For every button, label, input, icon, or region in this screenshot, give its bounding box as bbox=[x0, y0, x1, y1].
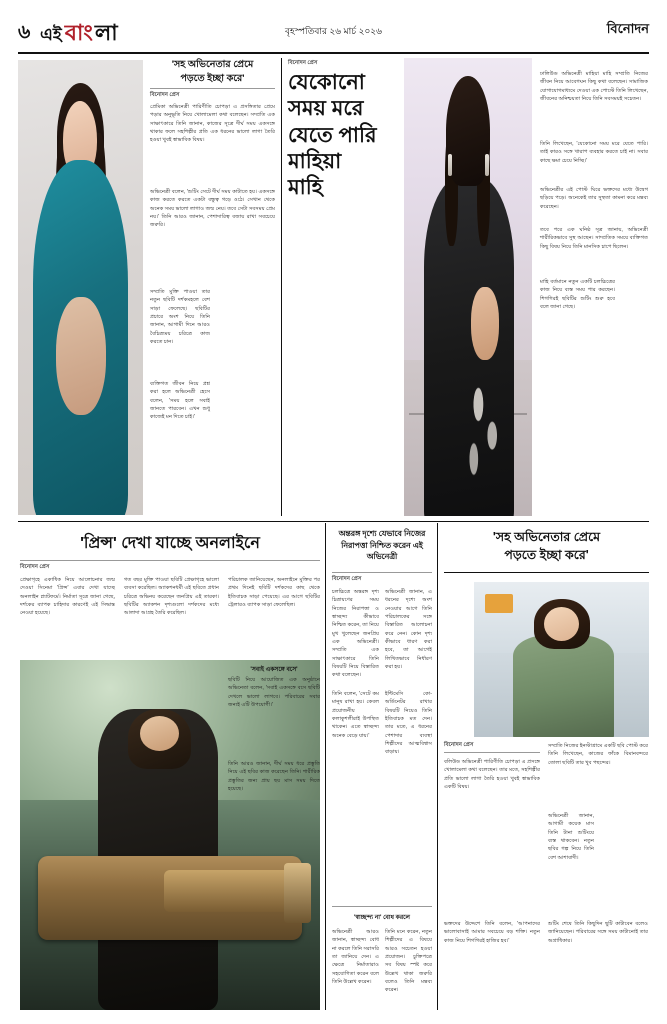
story2-sidebar-3: অভিনেত্রীর এই পোস্ট ঘিরে ভক্তদের মধ্যে উদ্বেগ ছড়িয়ে পড়ে। অনেকেই তার সুস্থতা কামনা করে মন্তব্য করেছেন। bbox=[540, 187, 648, 210]
actress-teal-photo bbox=[18, 60, 143, 515]
story5-byline: বিনোদন প্রেস bbox=[444, 742, 474, 748]
story4-sub-para-2: তিনি মনে করেন, নতুন শিল্পীদের এ বিষয়ে আরও সচেতন হওয়া প্রয়োজন। চুক্তিপত্রে সব বিষয় স্পষ্ট করে উল্লেখ থাকা জরুরি বলেও তিনি মন্তব্য করেন। bbox=[385, 929, 432, 994]
story5-para-2: সম্প্রতি নিজের ইনস্টাগ্রামে একটি ছবি পোস্ট করে তিনি লিখেছেন, কাজের ফাঁকে বিমানবন্দরে তোলা ছবিটি তার খুব পছন্দের। bbox=[548, 743, 648, 766]
logo-part-2: বাং bbox=[64, 20, 92, 45]
story5-para-4: ভক্তদের উদ্দেশে তিনি বলেন, 'আপনাদের ভালোবাসাই আমার সবচেয়ে বড় শক্তি। নতুন কাজ নিয়ে শিগগিরই হাজির হব।' bbox=[444, 921, 540, 944]
masthead bbox=[18, 18, 649, 54]
page-number: ৬ bbox=[18, 22, 31, 43]
story4-para-1: চলচ্চিত্রে অন্তরঙ্গ দৃশ্য চিত্রায়ণের সময় নিজের নিরাপত্তা ও স্বাচ্ছন্দ্য কীভাবে নিশ্চিত করেন, তা নিয়ে মুখ খুলেছেন জনপ্রিয় এক অভিনেত্রী। সম্প্রতি এক সাক্ষাৎকারে তিনি বিষয়টি নিয়ে বিস্তারিত কথা বলেছেন। bbox=[332, 589, 379, 679]
logo-part-1: এই bbox=[40, 25, 62, 44]
story2-sidebar-1: ঢালিউড অভিনেত্রী মাহিয়া মাহি সম্প্রতি নিজের জীবন নিয়ে আবেগঘন কিছু কথা বলেছেন। সামাজিক যোগাযোগমাধ্যমে দেওয়া এক পোস্টে তিনি লিখেছেন, জীবনের অনিশ্চয়তা নিয়ে তিনি সবসময়ই সচেতন। bbox=[540, 71, 648, 102]
story5-headline-line1: 'সহ অভিনেতার প্রেমে bbox=[492, 530, 601, 544]
story2-headline-line4: মাহিয়া bbox=[288, 149, 342, 173]
story2-sidebar-2: তিনি লিখেছেন, 'যেকোনো সময় মরে যেতে পারি। তাই কারও সঙ্গে খারাপ ব্যবহার করতে চাই না। সবার কাছে ক্ষমা চেয়ে নিচ্ছি।' bbox=[540, 141, 648, 164]
story1-para-4: ব্যক্তিগত জীবন নিয়ে প্রশ্ন করা হলে অভিনেত্রী হেসে বলেন, 'সময় হলে সবাই জানতে পারবেন। এখন শুধু কাজেই মন দিতে চাই।' bbox=[150, 381, 210, 421]
story1-para-1: প্রেমিকা অভিনেত্রী পারিণীতি চোপড়া এ প্রসঙ্গিতার প্রেমে পড়ার অনুভূতি নিয়ে খোলামেলা কথা বলেছেন। সম্প্রতি এক সাক্ষাৎকারে তিনি জানান, কাজের সূত্রে দীর্ঘ সময় একসঙ্গে থাকার ফলে সহশিল্পীর প্রতি এক ধরনের ভালো লাগা তৈরি হওয়া খুবই স্বাভাবিক বিষয়। bbox=[150, 104, 275, 144]
story2-headline-line1: যেকোনো bbox=[288, 71, 365, 94]
story4-headline: অন্তরঙ্গ দৃশ্যে যেভাবে নিজের নিরাপত্তা নিশ্চিত করেন এই অভিনেত্রী bbox=[338, 529, 426, 562]
story4-para-2: অভিনেত্রী জানান, এ ধরনের দৃশ্যে অংশ নেওয়ার আগে তিনি পরিচালকের সঙ্গে বিস্তারিত আলোচনা করে নেন। কোন দৃশ্য কীভাবে ধারণ করা হবে, তা আগেই লিখিতভাবে নির্ধারণ করা হয়। bbox=[385, 589, 432, 670]
actress-airport-photo bbox=[474, 582, 649, 737]
story1-para-3: সম্প্রতি মুক্তি পাওয়া তার নতুন ছবিটি দর্শকমহলে বেশ সাড়া ফেলেছে। ছবিটির প্রচারে অংশ নিয়ে তিনি জানান, আগামী দিনে আরও বৈচিত্র্যময় চরিত্রে কাজ করতে চান। bbox=[150, 289, 210, 345]
story4-para-4: ইন্টিমেসি কো-অর্ডিনেটর রাখার বিষয়টি নিয়েও তিনি ইতিবাচক মত দেন। তার মতে, এ ধরনের পেশাদার ব্যবস্থা শিল্পীদের আত্মবিশ্বাস বাড়ায়। bbox=[385, 691, 432, 756]
story2-headline-line2: সময় মরে bbox=[288, 97, 364, 121]
story3-subhead: 'সবাই একসঙ্গে বসে' bbox=[250, 667, 298, 673]
story3-para-2: গত বছর মুক্তি পাওয়া ছবিটি প্রেক্ষাগৃহে ভালো ব্যবসা করেছিল। অ্যাকশনধর্মী এই ছবিতে প্রধান চরিত্রে অভিনয় করেছেন জনপ্রিয় এই তারকা। ছবিটির অ্যাকশন দৃশ্যগুলো দর্শকদের মধ্যে আলাদা আগ্রহ তৈরি করেছিল। bbox=[124, 577, 219, 617]
story5-para-5: শুটিং শেষে তিনি কিছুদিন ছুটি কাটাবেন বলেও জানিয়েছেন। পরিবারের সঙ্গে সময় কাটানোই তার অগ্রাধিকার। bbox=[548, 921, 648, 944]
story2-headline-line3: যেতে পারি bbox=[288, 123, 377, 147]
story1-headline bbox=[150, 58, 275, 86]
story3-para-3: পরিচালক জানিয়েছেন, অনলাইনে মুক্তির পর প্রথম দিনেই ছবিটি দর্শকদের কাছ থেকে ইতিবাচক সাড়া পেয়েছে। এর আগে ছবিটির ট্রেলারও ব্যাপক সাড়া ফেলেছিল। bbox=[228, 577, 320, 608]
story3-para-1: প্রেক্ষাগৃহে একাধিক নিয়ে আলোচনার জন্ম দেওয়া সিনেমা 'প্রিন্স' এবার দেখা যাচ্ছে অনলাইন প্ল্যাটফর্মে। নির্মাতা সূত্রে জানা গেছে, দর্শকের ব্যাপক চাহিদার কারণেই এই সিদ্ধান্ত নেওয়া হয়েছে। bbox=[20, 577, 115, 617]
story3-headline: 'প্রিন্স' দেখা যাচ্ছে অনলাইনে bbox=[80, 535, 260, 552]
story1-headline-line1: 'সহ অভিনেতার প্রেমে bbox=[171, 59, 254, 70]
story2-headline-line5: মাহি bbox=[288, 176, 323, 199]
story4-para-3: তিনি বলেন, 'সেটে কম মানুষ রাখা হয়। কেবল প্রয়োজনীয় কলাকুশলীরাই উপস্থিত থাকেন। এতে স্বাচ্ছন্দ্য অনেক বেড়ে যায়।' bbox=[332, 691, 379, 739]
story1-para-2: অভিনেত্রী বলেন, 'শুটিং সেটে দীর্ঘ সময় কাটাতে হয়। একসঙ্গে কাজ করতে করতে একটা বন্ধুত্ব গড়ে ওঠে। সেখান থেকে অনেক সময় ভালো লাগাও জন্ম নেয়। তবে সেটা সবসময় প্রেম নয়।' তিনি আরও জানান, পেশাদারিত্ব বজায় রাখা সবচেয়ে জরুরি। bbox=[150, 189, 275, 229]
story2-sidebar-5: মাহি বর্তমানে নতুন একটি চলচ্চিত্রের কাজ নিয়ে ব্যস্ত সময় পার করছেন। শিগগিরই ছবিটির শুটিং শুরু হবে বলে জানা গেছে। bbox=[540, 279, 615, 310]
story5-para-1: বলিউড অভিনেত্রী পারিণীতি চোপড়া এ প্রসঙ্গে খোলামেলা কথা বলেছেন। তার মতে, সহশিল্পীর প্রতি ভালো লাগা তৈরি হওয়া খুবই স্বাভাবিক একটি বিষয়। bbox=[444, 759, 540, 790]
section-title: বিনোদন bbox=[606, 21, 649, 36]
story1-headline-line2: পড়তে ইচ্ছা করে' bbox=[180, 72, 245, 84]
story4-subhead: 'স্বাচ্ছন্দ্য না' বোধ করলে bbox=[353, 915, 411, 921]
story4-sub-para-1: অভিনেত্রী আরও জানান, স্বাচ্ছন্দ্য বোধ না করলে তিনি সরাসরি তা জানিয়ে দেন। এ ক্ষেত্রে নির্মাতারাও সহযোগিতা করেন বলে তিনি উল্লেখ করেন। bbox=[332, 929, 379, 985]
story5-headline bbox=[444, 528, 649, 564]
story2-byline: বিনোদন প্রেস bbox=[288, 60, 318, 66]
story2-headline bbox=[288, 70, 418, 201]
story3-byline: বিনোদন প্রেস bbox=[20, 564, 50, 570]
mahiya-mahi-photo bbox=[404, 58, 532, 516]
story4-byline: বিনোদন প্রেস bbox=[332, 576, 362, 582]
story3-sub-para-1: ছবিটি নিয়ে আয়োজিত এক অনুষ্ঠানে অভিনেতা বলেন, 'সবাই একসঙ্গে বসে ছবিটি দেখলে ভালো লাগবে। পরিবারের সবার জন্যই এটি উপযোগী।' bbox=[228, 677, 320, 708]
story5-headline-line2: পড়তে ইচ্ছা করে' bbox=[504, 548, 589, 563]
logo-part-3: লা bbox=[94, 20, 118, 45]
story5-para-3: অভিনেত্রী জানান, আগামী কয়েক মাস তিনি টানা শুটিংয়ে ব্যস্ত থাকবেন। নতুন ছবির গল্প নিয়ে তিনি বেশ আশাবাদী। bbox=[548, 813, 594, 861]
prince-movie-still-photo bbox=[20, 660, 320, 1010]
publication-date: বৃহস্পতিবার ২৬ মার্চ ২০২৬ bbox=[284, 26, 383, 36]
story3-sub-para-2: তিনি আরও জানান, দীর্ঘ সময় ধরে প্রস্তুতি নিয়ে এই ছবির কাজ করেছেন তিনি। শারীরিক প্রস্তুতির জন্য প্রায় ছয় মাস সময় দিতে হয়েছে। bbox=[228, 761, 320, 792]
story2-sidebar-4: তবে পরে এক ঘনিষ্ঠ সূত্র জানায়, অভিনেত্রী শারীরিকভাবে সুস্থ আছেন। সাম্প্রতিক সময়ে ব্যক্তিগত কিছু বিষয় নিয়ে তিনি মানসিক চাপে ছিলেন। bbox=[540, 227, 648, 250]
story1-byline: বিনোদন প্রেস bbox=[150, 92, 180, 98]
